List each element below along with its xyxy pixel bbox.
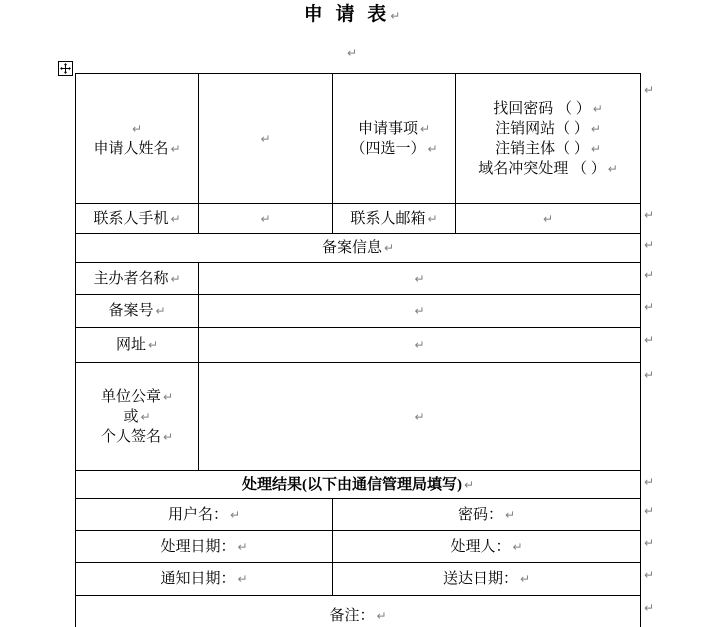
application-items-label-line2: （四选一） ↵ (350, 140, 438, 157)
paragraph-mark-icon: ↵ (512, 539, 523, 554)
paragraph-mark-icon: ↵ (170, 141, 181, 156)
table-row (76, 563, 641, 596)
paragraph-mark-icon: ↵ (504, 507, 516, 522)
paragraph-mark-icon: ↵ (644, 268, 655, 282)
application-form-table (75, 73, 641, 627)
paragraph-mark-icon: ↵ (590, 141, 601, 156)
table-row (76, 234, 641, 263)
paragraph-mark-icon: ↵ (414, 271, 425, 286)
organizer-name-label-cell: 主办者名称 ↵ (76, 263, 199, 295)
paragraph-mark-icon: ↵ (644, 333, 655, 347)
paragraph-mark-icon: ↵ (644, 504, 655, 518)
contact-phone-input-cell[interactable] (199, 204, 333, 234)
paragraph-mark-icon: ↵ (237, 539, 248, 554)
paragraph-mark-icon: ↵ (644, 568, 655, 582)
paragraph-mark-icon: ↵ (260, 211, 271, 226)
blank-line (76, 119, 198, 139)
website-input-cell[interactable] (199, 328, 641, 363)
paragraph-mark-icon: ↵ (162, 429, 174, 444)
applicant-name-label-cell (76, 74, 199, 204)
paragraph-mark-icon: ↵ (155, 304, 166, 318)
paragraph-mark-icon: ↵ (147, 338, 159, 352)
page-title (0, 2, 704, 29)
filing-number-input-cell[interactable] (199, 295, 641, 328)
table-row (76, 596, 641, 627)
paragraph-mark-icon: ↵ (237, 572, 248, 586)
page-title-text: 申 请 表 (303, 4, 391, 25)
contact-email-input-cell[interactable] (456, 204, 641, 234)
paragraph-mark-icon: ↵ (419, 121, 431, 136)
seal-label-line: 或 ↵ (123, 408, 151, 425)
paragraph-mark-icon: ↵ (644, 300, 655, 314)
processing-result-header-cell (76, 471, 641, 499)
table-row (76, 204, 641, 234)
option-retrieve-password[interactable]: 找回密码 （ ） ↵ (493, 100, 603, 117)
paragraph-mark-icon: ↵ (644, 238, 655, 252)
processing-date-cell[interactable]: 处理日期： ↵ (76, 531, 333, 563)
seal-signature-input-cell[interactable] (199, 363, 641, 471)
paragraph-mark-icon: ↵ (607, 161, 618, 176)
option-domain-conflict[interactable]: 域名冲突处理 （ ） ↵ (478, 160, 618, 177)
paragraph-mark-icon: ↵ (390, 9, 401, 23)
paragraph-mark-icon: ↵ (542, 211, 554, 226)
paragraph-mark-icon: ↵ (229, 507, 241, 522)
paragraph-mark-icon: ↵ (427, 211, 438, 226)
application-options-cell[interactable] (456, 74, 641, 204)
paragraph-mark-icon: ↵ (414, 409, 425, 424)
filing-number-label-cell: 备案号 ↵ (76, 295, 199, 328)
website-label-cell: 网址 ↵ (76, 328, 199, 363)
paragraph-mark-icon: ↵ (463, 477, 475, 492)
table-row (76, 363, 641, 471)
paragraph-mark-icon: ↵ (590, 121, 601, 136)
table-row (76, 263, 641, 295)
processing-result-header: 处理结果(以下由通信管理局填写) (241, 476, 462, 493)
application-items-label-cell (333, 74, 456, 204)
paragraph-mark-icon: ↵ (644, 208, 655, 222)
table-row (76, 471, 641, 499)
contact-email-label-cell: 联系人邮箱 ↵ (333, 204, 456, 234)
paragraph-mark-icon: ↵ (170, 211, 181, 226)
seal-label-line: 个人签名 ↵ (100, 428, 174, 445)
seal-label-line: 单位公章 ↵ (100, 388, 174, 405)
paragraph-mark-icon: ↵ (644, 475, 655, 489)
filing-info-header-cell (76, 234, 641, 263)
paragraph-mark-icon: ↵ (140, 409, 151, 424)
paragraph-mark-icon: ↵ (376, 608, 387, 623)
blank-line (199, 129, 332, 149)
applicant-name-input-cell[interactable] (199, 74, 333, 204)
username-cell[interactable]: 用户名： ↵ (76, 499, 333, 531)
paragraph-mark-icon: ↵ (414, 304, 425, 318)
blank-paragraph (0, 44, 704, 62)
paragraph-mark-icon: ↵ (131, 121, 143, 136)
paragraph-mark-icon: ↵ (383, 241, 395, 255)
table-move-handle[interactable] (58, 61, 73, 76)
contact-phone-label-cell: 联系人手机 ↵ (76, 204, 199, 234)
paragraph-mark-icon: ↵ (414, 338, 425, 352)
move-icon (60, 63, 71, 74)
paragraph-mark-icon: ↵ (346, 46, 358, 60)
paragraph-mark-icon: ↵ (162, 389, 174, 404)
paragraph-mark-icon: ↵ (644, 368, 655, 382)
paragraph-mark-icon: ↵ (260, 131, 271, 146)
table-row (76, 74, 641, 204)
remarks-cell[interactable]: 备注： ↵ (76, 596, 641, 627)
password-cell[interactable]: 密码： ↵ (333, 499, 641, 531)
paragraph-mark-icon: ↵ (592, 101, 603, 116)
processor-cell[interactable]: 处理人： ↵ (333, 531, 641, 563)
table-row (76, 531, 641, 563)
table-row (76, 295, 641, 328)
filing-info-header: 备案信息 (321, 240, 382, 256)
applicant-name-label: 申请人姓名 ↵ (93, 140, 181, 157)
delivery-date-cell[interactable]: 送达日期： ↵ (333, 563, 641, 596)
option-cancel-subject[interactable]: 注销主体（ ） ↵ (495, 140, 601, 157)
seal-signature-label-cell (76, 363, 199, 471)
paragraph-mark-icon: ↵ (427, 141, 438, 156)
paragraph-mark-icon: ↵ (644, 83, 655, 97)
notification-date-cell[interactable]: 通知日期： ↵ (76, 563, 333, 596)
table-row (76, 328, 641, 363)
organizer-name-input-cell[interactable] (199, 263, 641, 295)
paragraph-mark-icon: ↵ (170, 271, 181, 286)
application-items-label-line1: 申请事项 ↵ (357, 120, 431, 137)
paragraph-mark-icon: ↵ (644, 536, 655, 550)
paragraph-mark-icon: ↵ (644, 601, 655, 615)
option-cancel-website[interactable]: 注销网站（ ） ↵ (495, 120, 601, 137)
table-row (76, 499, 641, 531)
paragraph-mark-icon: ↵ (519, 572, 531, 586)
